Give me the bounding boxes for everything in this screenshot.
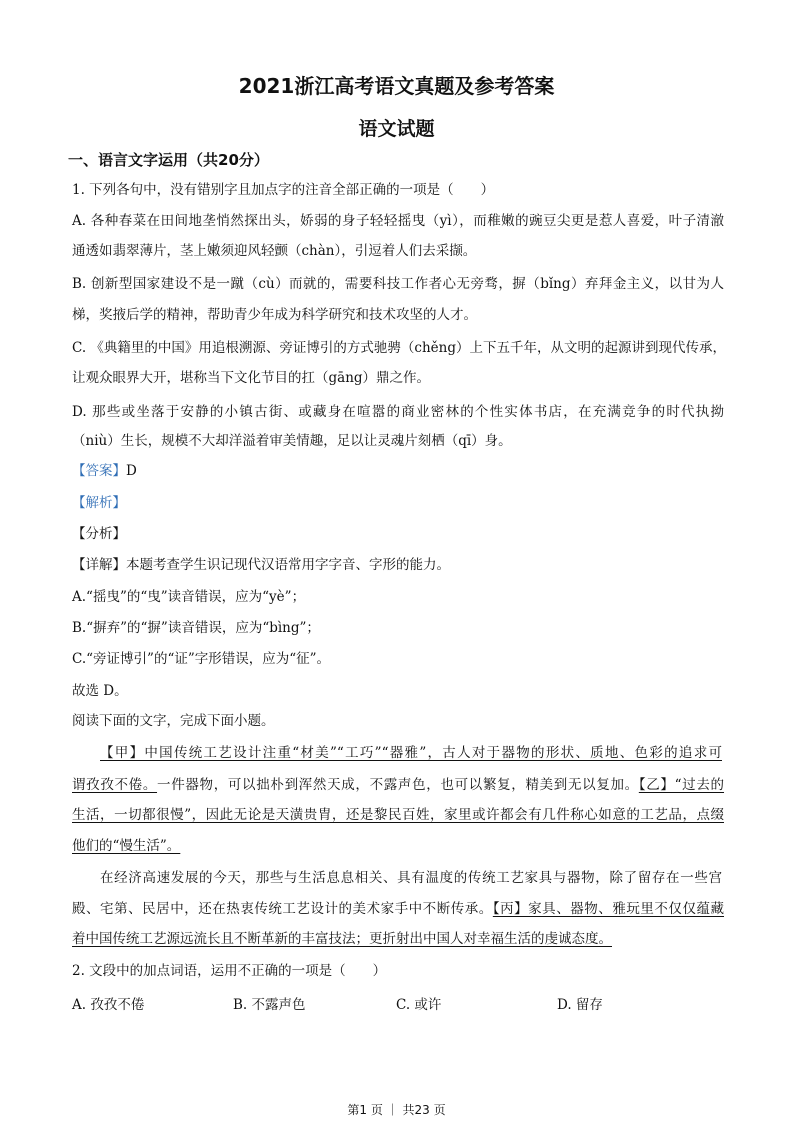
explanation-a: A.“摇曳”的“曳”读音错误，应为“yè”； — [72, 589, 306, 605]
passage-yi-sentence-start: 【乙】“过去的 — [638, 777, 725, 793]
passage-plain-text: 一件器物，可以拙朴到浑然天成，不露声色，也可以繁复，精美到无以复加。 — [157, 777, 639, 793]
explanation-b: B.“摒弃”的“摒”读音错误，应为“bìng”； — [72, 620, 320, 636]
q1-option-d-line2: （niù）生长，规模不大却洋溢着审美情趣，足以让灵魂片刻栖（qī）身。 — [72, 433, 512, 449]
question-2-stem: 2. 文段中的加点词语，运用不正确的一项是（ ） — [72, 963, 387, 979]
passage-jia-sentence-end: 谓孜孜不倦。 — [72, 777, 158, 793]
q2-option-a: A. 孜孜不倦 — [72, 997, 145, 1013]
passage-p1-line1 — [100, 744, 722, 762]
q1-option-c-line2: 让观众眼界大开，堪称当下文化节目的扛（gāng）鼎之作。 — [72, 370, 431, 386]
q2-option-d: D. 留存 — [557, 997, 603, 1013]
passage-p1-line4: 他们的“慢生活”。 — [72, 838, 181, 854]
passage-p2-line1: 在经济高速发展的今天，那些与生活息息相关、具有温度的传统工艺家具与器物，除了留存在一些宫 — [100, 870, 722, 886]
passage-p1-line3: 生活，一切都很慢”，因此无论是天潢贵胄，还是黎民百姓，家里或许都会有几件称心如意的工艺品，点缀 — [72, 807, 724, 823]
answer-tag: 【答案】 — [72, 463, 126, 479]
passage-p2-line2 — [72, 900, 724, 918]
passage-p2-line3: 着中国传统工艺源远流长且不断革新的丰富技法；更折射出中国人对幸福生活的虔诚态度。 — [72, 931, 612, 947]
q2-option-c: C. 或许 — [396, 997, 442, 1013]
explanation-c: C.“旁证博引”的“证”字形错误，应为“征”。 — [72, 651, 331, 667]
q1-option-d-line1: D. 那些或坐落于安静的小镇古街、或藏身在喧嚣的商业密林的个性实体书店，在充满竞争的时代执拗 — [72, 404, 724, 420]
choose-answer: 故选 D。 — [72, 683, 128, 699]
answer-value: D — [126, 463, 137, 479]
passage-jia-sentence: 【甲】中国传统工艺设计注重“材美”“工巧”“器雅”，古人对于器物的形状、质地、色彩的追求可 — [100, 745, 722, 761]
answer-line — [72, 462, 137, 480]
question-1-stem: 1. 下列各句中，没有错别字且加点字的注音全部正确的一项是（ ） — [72, 182, 495, 198]
q1-option-a-line1: A. 各种春菜在田间地垄悄然探出头，娇弱的身子轻轻摇曳（yì），而稚嫩的豌豆尖更是惹人喜爱，叶子清澈 — [72, 213, 724, 229]
q1-option-a-line2: 通透如翡翠薄片，茎上嫩须迎风轻颤（chàn），引逗着人们去采撷。 — [72, 243, 477, 259]
document-subtitle: 语文试题 — [358, 118, 435, 140]
fenxi-tag: 【分析】 — [72, 526, 126, 542]
q2-option-b: B. 不露声色 — [233, 997, 306, 1013]
q1-option-b-line2: 梯，奖掖后学的精神，帮助青少年成为科学研究和技术攻坚的人才。 — [72, 307, 477, 323]
passage-p1-line2 — [72, 776, 724, 794]
q1-option-b-line1: B. 创新型国家建设不是一蹴（cù）而就的，需要科技工作者心无旁骛，摒（bǐng）弃拜金主义，以甘为人 — [72, 276, 724, 292]
analysis-tag: 【解析】 — [72, 495, 126, 511]
q1-option-c-line1: C. 《典籍里的中国》用追根溯源、旁证博引的方式驰骋（chěng）上下五千年，从文明的起源讲到现代传承， — [72, 340, 727, 356]
detail-explanation: 【详解】本题考查学生识记现代汉语常用字字音、字形的能力。 — [72, 557, 450, 573]
reading-instruction: 阅读下面的文字，完成下面小题。 — [72, 713, 275, 729]
document-title: 2021浙江高考语文真题及参考答案 — [238, 74, 555, 98]
section-heading: 一、语言文字运用（共20分） — [68, 151, 269, 169]
passage-plain-text-2: 殿、宅第、民居中，还在热衷传统工艺设计的美术家手中不断传承。 — [72, 901, 493, 917]
passage-bing-sentence-start: 【丙】家具、器物、雅玩里不仅仅蕴藏 — [492, 901, 725, 917]
page-footer: 第1 页 ｜ 共23 页 — [347, 1103, 446, 1117]
